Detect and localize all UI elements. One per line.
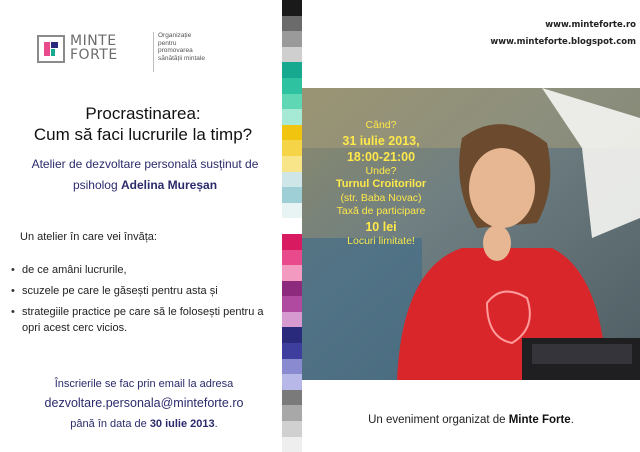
color-strip (282, 0, 302, 452)
event-details (322, 119, 440, 248)
organizer-line (302, 414, 640, 426)
color-swatch (282, 78, 302, 94)
title-line-2: Cum să faci lucrurile la timp? (33, 125, 253, 144)
color-swatch (282, 94, 302, 110)
logo-divider (153, 32, 154, 72)
color-swatch (282, 374, 302, 390)
logo-word-2: FORTE (70, 47, 118, 63)
website-link[interactable]: www.minteforte.ro (545, 20, 636, 30)
color-swatch (282, 405, 302, 421)
deadline-prefix: până în data de (70, 418, 150, 430)
color-swatch (282, 109, 302, 125)
blog-link[interactable]: www.minteforte.blogspot.com (490, 37, 636, 47)
organizer-suffix: . (570, 414, 574, 426)
enroll-line-1: Înscrierile se fac prin email la adresa (54, 378, 234, 390)
color-swatch (282, 31, 302, 47)
logo-tagline-line: sănătății mintale (158, 54, 205, 62)
intro-text: Un atelier în care vei învăța: (20, 231, 157, 243)
right-column (302, 0, 640, 452)
color-swatch (282, 62, 302, 78)
where-label: Unde? (365, 164, 397, 177)
limited-seats: Locuri limitate! (347, 234, 415, 247)
color-swatch (282, 0, 302, 16)
color-swatch (282, 234, 302, 250)
speaker-name: Adelina Mureșan (121, 178, 218, 192)
logo-tagline-line: Organizație (158, 32, 192, 39)
organizer-prefix: Un eveniment organizat de (368, 414, 509, 426)
color-swatch (282, 47, 302, 63)
color-swatch (282, 359, 302, 375)
color-swatch (282, 265, 302, 281)
color-swatch (282, 156, 302, 172)
color-swatch (282, 250, 302, 266)
logo-tagline (158, 32, 228, 62)
event-date: 31 iulie 2013, (342, 133, 420, 148)
organizer-name: Minte Forte (508, 414, 571, 426)
color-swatch (282, 187, 302, 203)
enroll-email-link[interactable]: dezvoltare.personala@minteforte.ro (44, 396, 244, 410)
subtitle (8, 154, 282, 196)
list-item: • strategiile practice pe care să le folosești pentru a opri acest cerc vicios. (8, 304, 280, 336)
deadline-suffix: . (214, 418, 218, 430)
color-swatch (282, 203, 302, 219)
fee-amount: 10 lei (365, 219, 397, 234)
enroll-deadline-line (8, 418, 280, 430)
title-line-1: Procrastinarea: (85, 104, 201, 123)
event-time: 18:00-21:00 (346, 149, 416, 164)
color-swatch (282, 327, 302, 343)
color-swatch (282, 437, 302, 452)
color-swatch (282, 296, 302, 312)
color-swatch (282, 343, 302, 359)
when-label: Când? (365, 119, 397, 131)
color-swatch (282, 312, 302, 328)
color-swatch (282, 172, 302, 188)
event-venue: Turnul Croitorilor (335, 178, 427, 190)
fee-label: Taxă de participare (336, 205, 426, 217)
benefits-list (8, 262, 280, 341)
list-item: • scuzele pe care le găsești pentru asta și (8, 283, 280, 299)
logo-word-1: MINTE (70, 33, 117, 49)
left-column (0, 0, 282, 452)
color-swatch (282, 281, 302, 297)
color-swatch (282, 125, 302, 141)
logo-wordmark (70, 34, 118, 62)
color-swatch (282, 140, 302, 156)
logo-tagline-line: promovarea (158, 47, 193, 54)
event-address: (str. Baba Novac) (340, 191, 422, 204)
logo-tagline-line: pentru (158, 39, 177, 47)
color-swatch (282, 421, 302, 437)
color-swatch (282, 390, 302, 406)
subtitle-text: Atelier de dezvoltare personală susținut de psiholog (31, 157, 259, 192)
color-swatch (282, 218, 302, 234)
logo-mark-icon (36, 34, 66, 64)
list-item: • de ce amâni lucrurile, (8, 262, 280, 278)
color-swatch (282, 16, 302, 32)
logo (36, 30, 256, 76)
deadline-date: 30 iulie 2013 (149, 418, 215, 430)
